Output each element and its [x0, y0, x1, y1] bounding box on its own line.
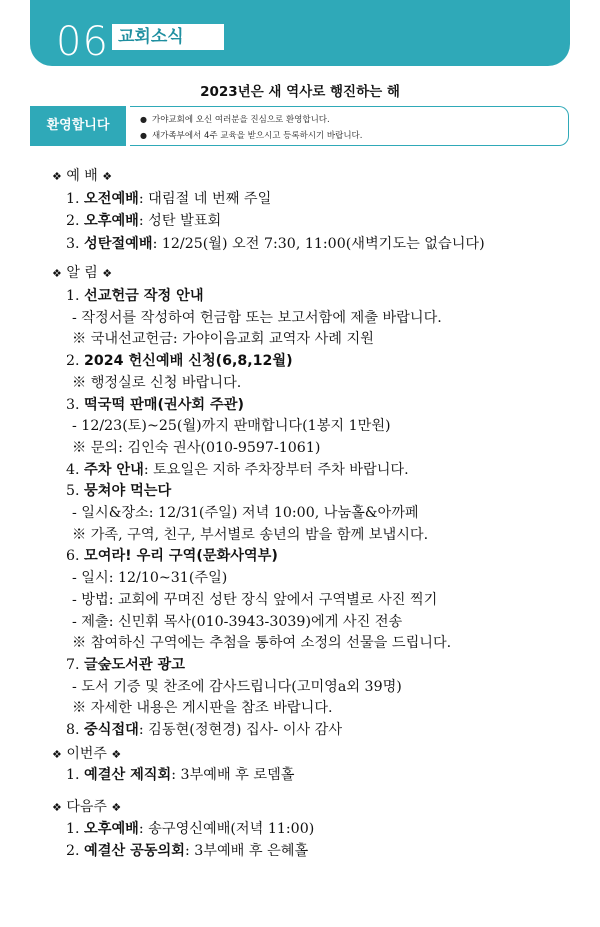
item-heading: 오후예배 — [84, 821, 139, 837]
header-bar — [30, 0, 570, 66]
item-number: 1. — [66, 191, 85, 207]
item-number: 2. — [66, 843, 85, 860]
section-title — [52, 263, 112, 284]
item-number: 2. — [66, 213, 85, 230]
item-heading: 모여라! 우리 구역(문화사역부) — [84, 548, 278, 565]
item-detail: : 김동현(정현경) 집사- 이사 감사 — [138, 722, 343, 738]
section-title — [52, 166, 112, 187]
item-number: 4. — [66, 461, 85, 478]
list-item — [66, 234, 485, 254]
item-heading: 떡국떡 판매(권사회 주관) — [84, 396, 244, 413]
diamond-icon: ❖ — [52, 267, 62, 280]
welcome-label: 환영합니다 — [30, 106, 126, 146]
item-heading: 오전예배 — [84, 191, 139, 207]
item-note: - 일시&장소: 12/31(주일) 저녁 10:00, 나눔홀&아까페 — [72, 505, 419, 521]
diamond-icon: ❖ — [52, 748, 62, 761]
section-title — [52, 744, 121, 765]
list-item — [66, 211, 221, 231]
section-title-text: 예 배 — [61, 168, 103, 184]
item-heading: 중식접대 — [84, 722, 139, 738]
item-note: - 12/23(토)~25(월)까지 판매합니다(1봉지 1만원) — [72, 418, 391, 435]
item-heading: 예결산 공동의회 — [84, 843, 185, 860]
list-item — [66, 286, 204, 306]
item-number: 3. — [66, 396, 85, 413]
bullet-icon: ● — [140, 115, 147, 124]
list-item — [66, 546, 278, 566]
item-note: - 작정서를 작성하여 헌금함 또는 보고서함에 제출 바랍니다. — [72, 309, 442, 326]
item-note: - 도서 기증 및 찬조에 감사드립니다(고미영a외 39명) — [72, 678, 402, 695]
item-number: 1. — [66, 767, 85, 783]
item-note: ※ 문의: 김인숙 권사(010-9597-1061) — [72, 439, 321, 456]
item-note: - 방법: 교회에 꾸며진 성탄 장식 앞에서 구역별로 사진 찍기 — [72, 591, 438, 608]
section-title-text: 이번주 — [61, 746, 112, 762]
diamond-icon: ❖ — [52, 801, 62, 814]
section-title — [52, 797, 121, 818]
list-item — [66, 351, 293, 371]
list-item — [66, 819, 314, 839]
page-subtitle: 2023년은 새 역사로 행진하는 해 — [200, 84, 400, 100]
list-item — [66, 655, 185, 675]
list-item — [66, 720, 342, 740]
item-detail: : 3부예배 후 로뎀홀 — [171, 767, 295, 783]
item-detail: : 송구영신예배(저녁 11:00) — [138, 821, 315, 837]
item-detail: : 성탄 발표회 — [138, 213, 222, 230]
list-item — [66, 765, 295, 785]
list-item — [66, 189, 271, 209]
item-heading: 오후예배 — [84, 213, 139, 230]
item-heading: 주차 안내 — [84, 461, 144, 478]
item-note: ※ 참여하신 구역에는 추첨을 통하여 소정의 선물을 드립니다. — [72, 635, 452, 652]
item-note: - 일시: 12/10~31(주일) — [72, 570, 228, 587]
list-item — [66, 460, 409, 480]
section-title-text: 다음주 — [61, 799, 112, 815]
item-heading: 성탄절예배 — [84, 235, 153, 252]
diamond-icon: ❖ — [111, 748, 122, 761]
item-number: 5. — [66, 483, 85, 500]
item-number: 6. — [66, 548, 85, 565]
item-note: ※ 자세한 내용은 게시판을 참조 바랍니다. — [72, 700, 333, 717]
welcome-line: ● 새가족부에서 4주 교육을 받으시고 등록하시기 바랍니다. — [140, 131, 363, 141]
item-heading: 선교헌금 작정 안내 — [84, 288, 204, 304]
item-note: ※ 행정실로 신청 바랍니다. — [72, 374, 242, 391]
item-detail: : 12/25(월) 오전 7:30, 11:00(새벽기도는 없습니다) — [152, 235, 485, 252]
list-item — [66, 841, 308, 861]
list-item — [66, 395, 244, 415]
item-number: 1. — [66, 288, 85, 304]
diamond-icon: ❖ — [111, 801, 122, 814]
section-title-text: 알 림 — [61, 265, 103, 281]
welcome-line: ● 가야교회에 오신 여러분을 진심으로 환영합니다. — [140, 115, 330, 125]
welcome-list — [130, 106, 569, 146]
section-number: 06 — [56, 19, 109, 65]
item-detail: : 3부예배 후 은혜홀 — [184, 843, 309, 860]
item-detail: : 대림절 네 번째 주일 — [138, 191, 272, 207]
item-number: 7. — [66, 656, 85, 673]
welcome-box — [30, 106, 570, 146]
item-detail: : 토요일은 지하 주차장부터 주차 바랍니다. — [143, 461, 409, 478]
section-tag: 교회소식 — [112, 24, 224, 50]
diamond-icon: ❖ — [102, 170, 113, 183]
item-note: - 제출: 신민휘 목사(010-3943-3039)에게 사진 전송 — [72, 613, 403, 630]
diamond-icon: ❖ — [52, 170, 62, 183]
item-heading: 예결산 제직회 — [84, 767, 172, 783]
item-number: 8. — [66, 722, 85, 738]
item-note: ※ 국내선교헌금: 가야이음교회 교역자 사례 지원 — [72, 331, 374, 348]
diamond-icon: ❖ — [102, 267, 113, 280]
item-number: 3. — [66, 235, 85, 252]
item-heading: 뭉쳐야 먹는다 — [84, 483, 172, 500]
item-heading: 글숲도서관 광고 — [84, 656, 185, 673]
item-number: 2. — [66, 353, 85, 370]
bullet-icon: ● — [140, 131, 147, 140]
item-number: 1. — [66, 821, 85, 837]
list-item — [66, 481, 171, 501]
item-note: ※ 가족, 구역, 친구, 부서별로 송년의 밤을 함께 보냅시다. — [72, 526, 429, 543]
item-heading: 2024 헌신예배 신청(6,8,12월) — [84, 353, 293, 370]
